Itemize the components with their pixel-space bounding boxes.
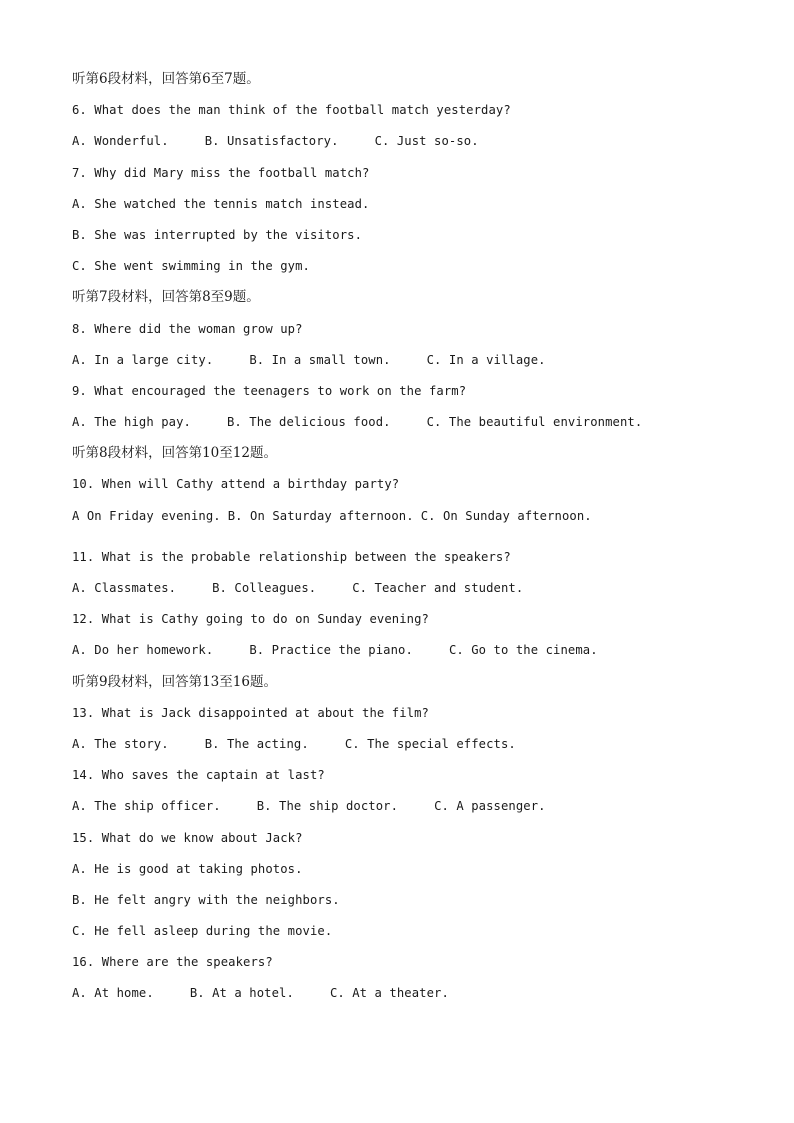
answer-option: B. At a hotel. xyxy=(189,986,294,1001)
answer-options-row xyxy=(72,729,762,760)
answer-options-row xyxy=(72,126,762,157)
answer-option: C. On Sunday afternoon. xyxy=(420,508,592,523)
answer-option: A. The ship officer. xyxy=(72,799,221,814)
answer-option: C. She went swimming in the gym. xyxy=(72,259,310,274)
answer-option: B. Unsatisfactory. xyxy=(204,134,339,149)
answer-option: B. On Saturday afternoon. xyxy=(227,508,414,523)
answer-option: A. Classmates. xyxy=(72,581,177,595)
answer-option: C. In a village. xyxy=(426,352,546,367)
question-text: 11. What is the probable relationship between the speakers? xyxy=(72,549,511,564)
answer-options-row xyxy=(72,791,762,822)
answer-options-row xyxy=(72,573,762,604)
answer-options-row xyxy=(72,407,762,438)
question-text: 14. Who saves the captain at last? xyxy=(72,768,325,783)
answer-options-row xyxy=(72,635,762,666)
section-heading: 听第7段材料，回答第8至9题。 xyxy=(72,289,260,306)
question-text: 10. When will Cathy attend a birthday party? xyxy=(72,477,400,492)
question-text: 13. What is Jack disappointed at about the film? xyxy=(72,705,429,720)
answer-option: B. In a small town. xyxy=(249,352,391,367)
answer-option: C. At a theater. xyxy=(329,986,449,1001)
answer-options-row xyxy=(72,345,762,376)
answer-option: C. Teacher and student. xyxy=(352,581,524,595)
answer-option: C. Just so-so. xyxy=(374,134,479,149)
answer-option: A. Wonderful. xyxy=(72,134,169,149)
spacer xyxy=(72,532,762,542)
question-text: 12. What is Cathy going to do on Sunday evening? xyxy=(72,612,429,627)
answer-option: A. The story. xyxy=(72,736,169,751)
question-text: 15. What do we know about Jack? xyxy=(72,830,303,845)
section-heading: 听第8段材料，回答第10至12题。 xyxy=(72,445,277,462)
question-text: 7. Why did Mary miss the football match? xyxy=(72,165,370,180)
question-text: 6. What does the man think of the football match yesterday? xyxy=(72,103,511,118)
answer-option: C. He fell asleep during the movie. xyxy=(72,924,333,939)
question-text: 8. Where did the woman grow up? xyxy=(72,321,303,336)
answer-option: B. She was interrupted by the visitors. xyxy=(72,227,363,242)
answer-option: B. Practice the piano. xyxy=(249,643,413,658)
answer-option: B. The acting. xyxy=(204,736,309,751)
question-text: 16. Where are the speakers? xyxy=(72,955,273,970)
answer-option: C. The special effects. xyxy=(344,736,516,751)
answer-option: B. Colleagues. xyxy=(212,581,317,595)
question-text: 9. What encouraged the teenagers to work on the farm? xyxy=(72,383,467,398)
answer-option: A. She watched the tennis match instead. xyxy=(72,196,370,211)
answer-option: A. Do her homework. xyxy=(72,643,214,658)
answer-option: A. The high pay. xyxy=(72,415,191,430)
answer-option: C. Go to the cinema. xyxy=(448,643,598,658)
answer-option: C. A passenger. xyxy=(434,799,546,814)
answer-option: C. The beautiful environment. xyxy=(426,415,643,430)
answer-option: B. The delicious food. xyxy=(227,415,391,430)
section-heading: 听第9段材料，回答第13至16题。 xyxy=(72,673,277,690)
answer-option: B. The ship doctor. xyxy=(256,799,399,814)
answer-option: A. In a large city. xyxy=(72,352,214,367)
answer-options-row xyxy=(72,501,762,532)
document-page xyxy=(72,64,762,1010)
answer-option: B. He felt angry with the neighbors. xyxy=(72,892,340,907)
answer-option: A. At home. xyxy=(72,986,154,1001)
answer-option: A. He is good at taking photos. xyxy=(72,861,303,876)
answer-option: A On Friday evening. xyxy=(72,508,221,523)
answer-options-row xyxy=(72,978,762,1009)
section-heading: 听第6段材料，回答第6至7题。 xyxy=(72,71,260,87)
